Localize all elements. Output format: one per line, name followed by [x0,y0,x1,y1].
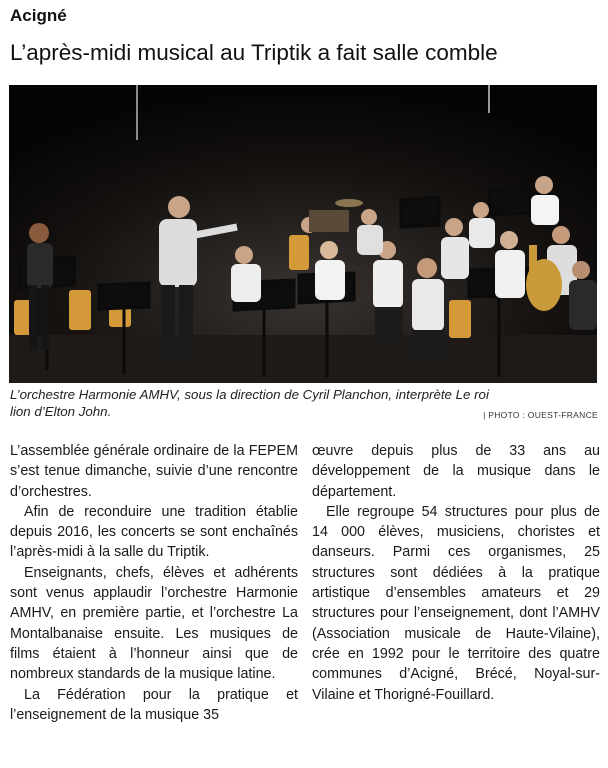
city-heading: Acigné [10,6,67,25]
article-headline: L’après-midi musical au Triptik a fait salle comble [10,40,498,65]
photo-credit: | PHOTO : OUEST-FRANCE [483,410,598,420]
concert-photo [9,85,597,383]
article-body [10,441,600,725]
paragraph: œuvre depuis plus de 33 ans au développement de la musique dans le département. [312,443,600,500]
paragraph: Afin de reconduire une tradition établie depuis 2016, les concerts se sont enchaînés l’après-midi à la salle du Triptik. [10,503,298,561]
body-column-right [312,441,600,725]
paragraph: L’assemblée générale ordinaire de la FEPEM s’est tenue dimanche, suivie d’une rencontre d’orchestres. [10,443,298,500]
caption-line: lion d’Elton John. [10,404,112,419]
paragraph: Enseignants, chefs, élèves et adhérents sont venus applaudir l’orchestre Harmonie AMHV, en première partie, et l’orchestre La Montalbanaise ensuite. Les musiques de films étaient à l’honneur ainsi que de nombreux standards de la musique latine. [10,564,298,683]
caption-line: L’orchestre Harmonie AMHV, sous la direction de Cyril Planchon, interprète Le roi [10,387,489,402]
paragraph: La Fédération pour la pratique et l’enseignement de la musique 35 [10,686,298,723]
paragraph: Elle regroupe 54 structures pour plus de 14 000 élèves, musiciens, choristes et danseurs. Parmi ces organismes, 25 structures sont dédiées à la pratique artistique d’ensembles amateurs et 29 structures pour l’enseignement, dont l’AMHV (Association musicale de Haute-Vilaine), crée en 1992 pour le territoire des quatre communes d’Acigné, Brécé, Noyal-sur-Vilaine et Thorigné-Fouillard. [312,503,600,703]
body-column-left [10,441,298,725]
